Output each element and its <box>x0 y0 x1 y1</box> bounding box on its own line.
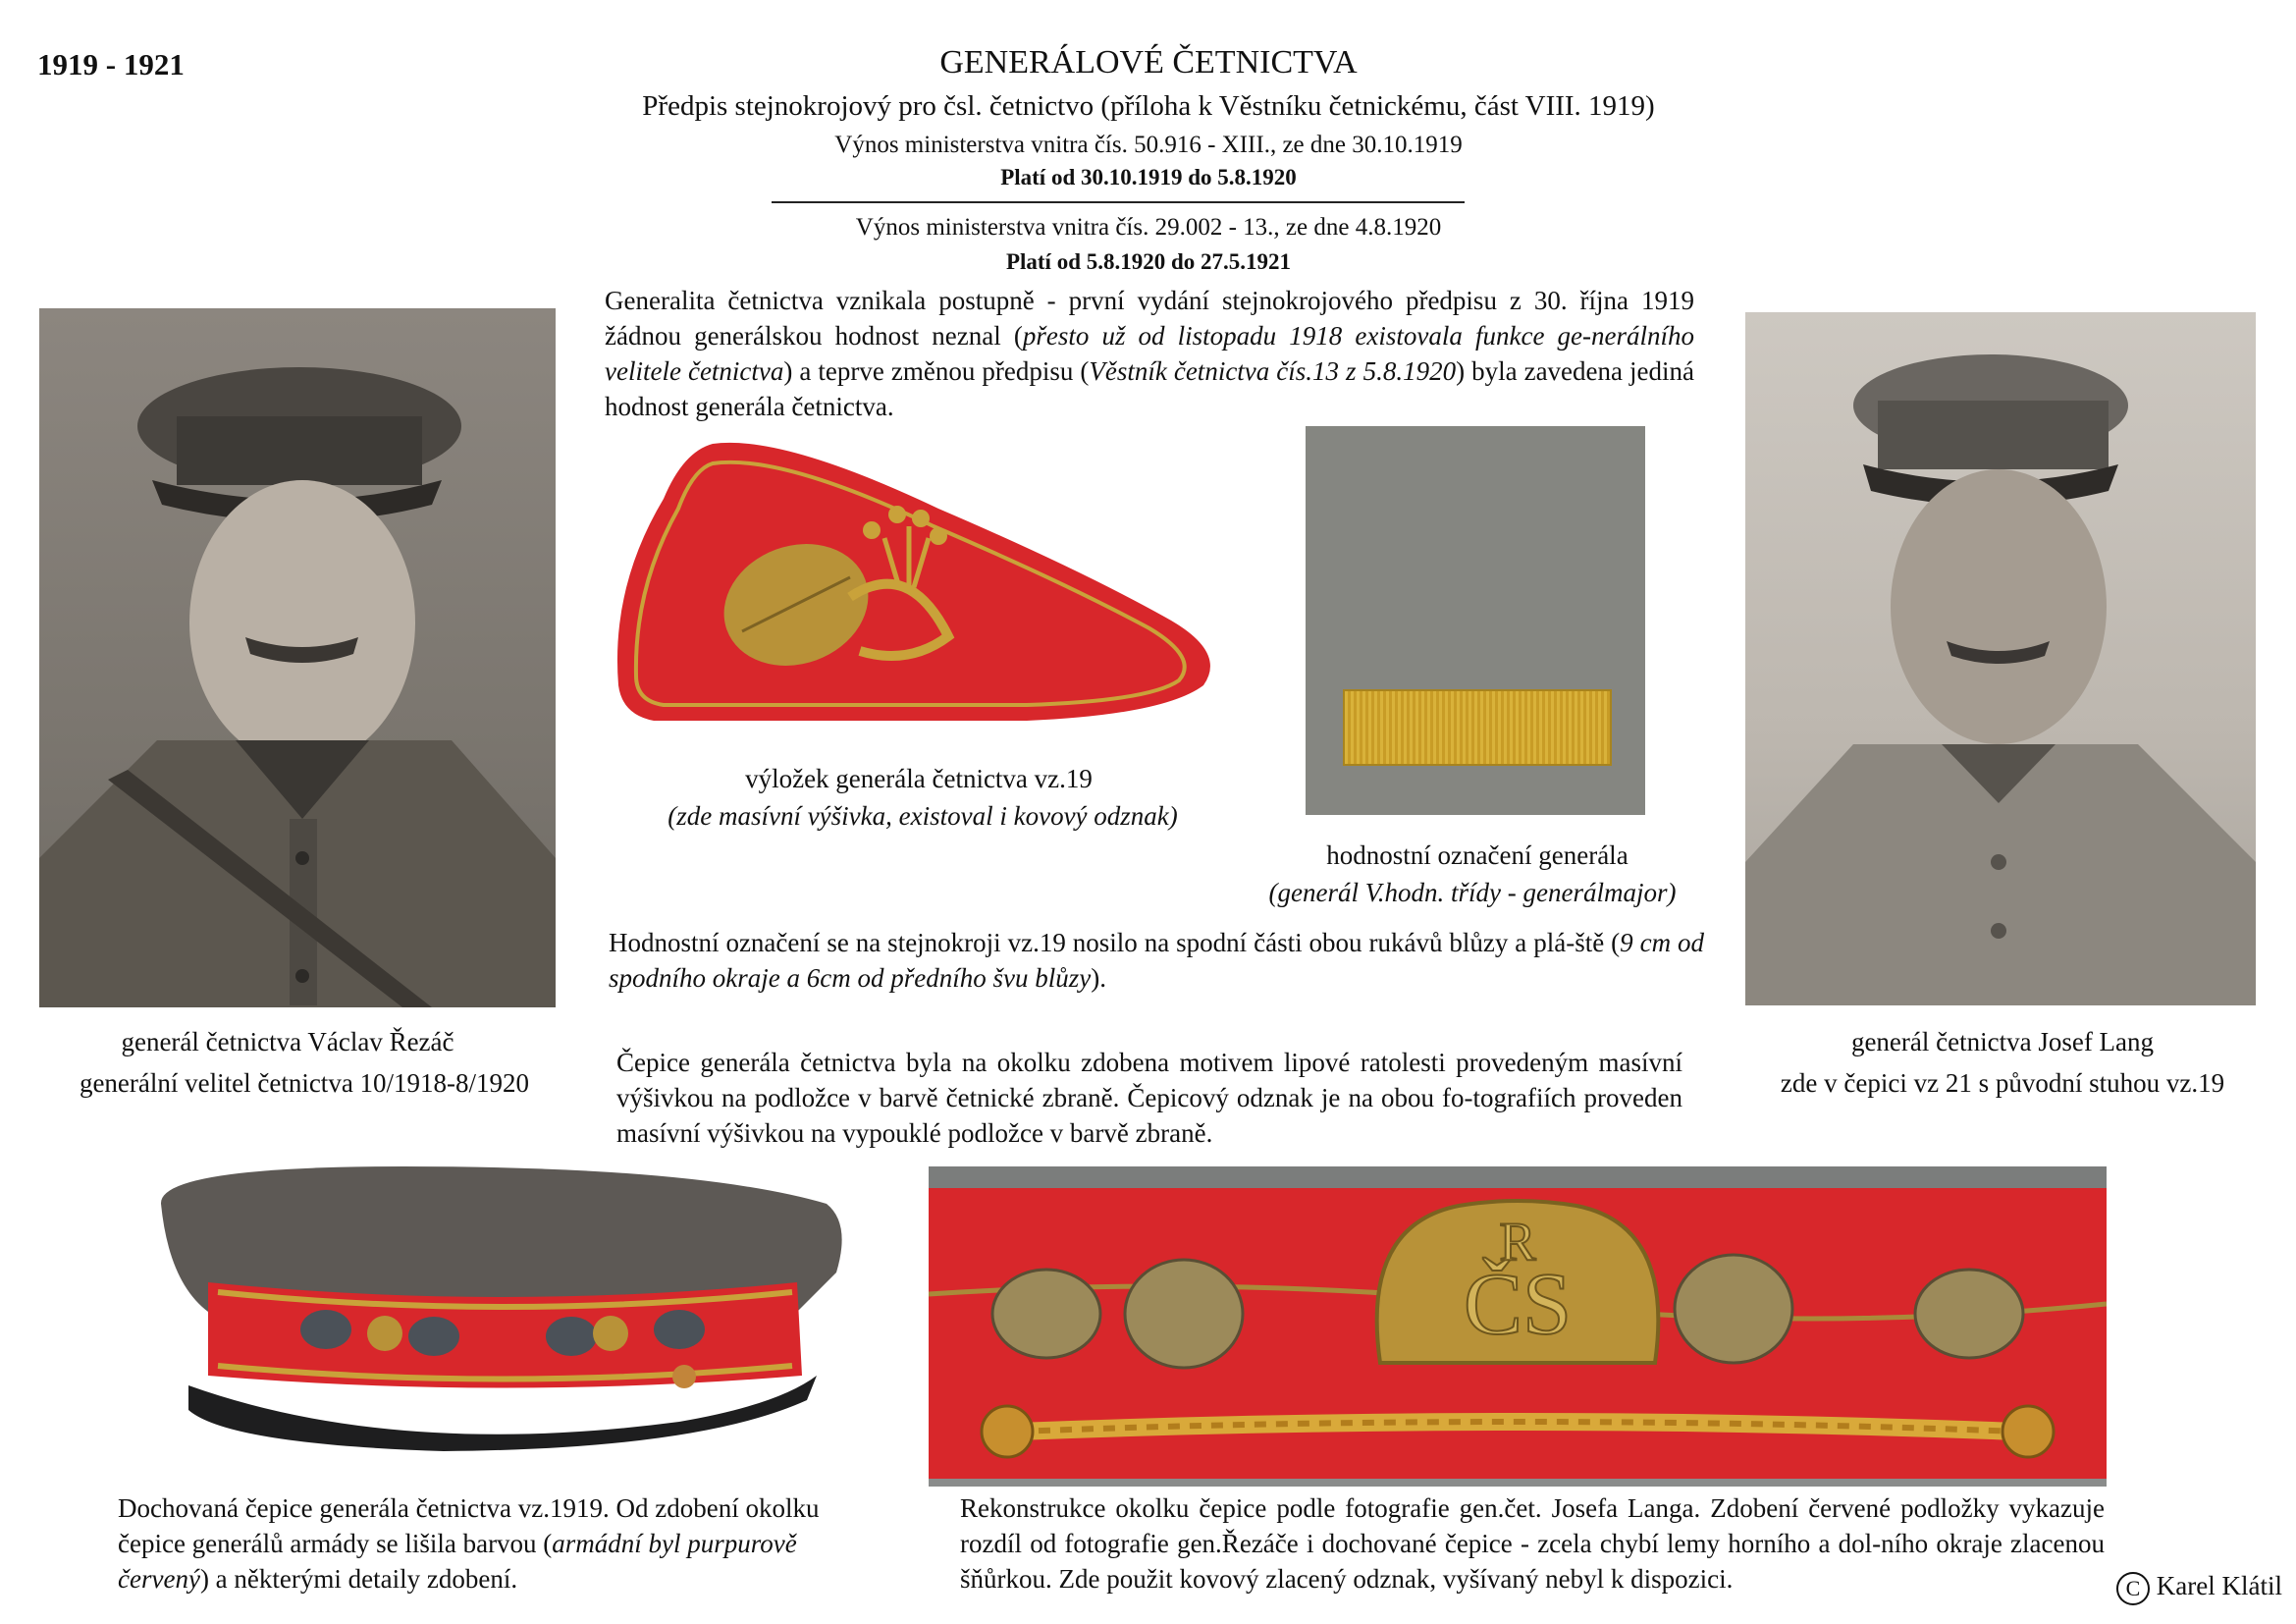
header-divider <box>772 201 1465 203</box>
band-caption: Rekonstrukce okolku čepice podle fotografie gen.čet. Josefa Langa. Zdobení červené podložky vykazuje rozdíl od fotografie gen.Řezáče i dochované čepice - zcela chybí lemy horního a dol-ního okraje zlacenou šňůrkou. Zde použit kovový zlacený odznak, vyšívaný nebyl k dispozici. <box>960 1493 2105 1594</box>
collar-patch-drawing <box>614 440 1223 723</box>
collar-caption-note: (zde masívní výšivka, existoval i kovový odznak) <box>667 801 1178 831</box>
rank-paragraph: Hodnostní označení se na stejnokroji vz.19 nosilo na spodní části obou rukávů blůzy a plá-ště (9 cm od spodního okraje a 6cm od předního švu blůzy). <box>609 928 1705 993</box>
cap-band-reconstruction <box>929 1166 2107 1487</box>
validity-2: Platí od 5.8.1920 do 27.5.1921 <box>1005 249 1292 274</box>
rank-insignia <box>1306 426 1645 815</box>
rank-stripe <box>1343 689 1612 766</box>
page-title: GENERÁLOVÉ ČETNICTVA <box>939 44 1358 81</box>
collar-patch <box>614 440 1223 723</box>
svg-text:R: R <box>1499 1212 1536 1272</box>
rank-caption: hodnostní označení generála <box>1326 840 1629 870</box>
decree-2: Výnos ministerstva vnitra čís. 29.002 - 13., ze dne 4.8.1920 <box>855 214 1442 241</box>
author-credit: C Karel Klátil <box>2116 1571 2282 1605</box>
intro-paragraph: Generalita četnictva vznikala postupně - první vydání stejnokrojového předpisu z 30. října 1919 žádnou generálskou hodnost neznal (přesto už od listopadu 1918 existovala funkce ge-nerálního velitele četnictva) a teprve změnou předpisu (Věstník četnictva čís.13 z 5.8.1920) byla zavedena jediná hodnost generála četnictva. <box>605 286 1695 421</box>
copyright-icon: C <box>2116 1572 2150 1605</box>
rezac-caption-name: generál četnictva Václav Řezáč <box>121 1027 454 1056</box>
page-subtitle: Předpis stejnokrojový pro čsl. četnictvo (příloha k Věstníku četnickému, část VIII. 1919) <box>642 90 1655 122</box>
years-label: 1919 - 1921 <box>37 47 185 81</box>
lang-caption-name: generál četnictva Josef Lang <box>1850 1027 2155 1056</box>
rank-caption-note: (generál V.hodn. třídy - generálmajor) <box>1268 878 1677 907</box>
lang-caption-note: zde v čepici vz 21 s původní stuhou vz.19 <box>1780 1068 2225 1098</box>
portrait-rezac <box>39 308 556 1007</box>
portrait-lang-drawing <box>1745 312 2256 1005</box>
cap-photo-caption: Dochovaná čepice generála četnictva vz.1919. Od zdobení okolku čepice generálů armády se lišila barvou (armádní byl purpurově červený) a některými detaily zdobení. <box>118 1493 820 1594</box>
portrait-lang <box>1745 312 2256 1005</box>
svg-text:ČS: ČS <box>1463 1256 1573 1353</box>
validity-1: Platí od 30.10.1919 do 5.8.1920 <box>1000 165 1297 189</box>
portrait-rezac-drawing <box>39 308 556 1007</box>
cap-band-drawing <box>929 1166 2107 1487</box>
cap-paragraph: Čepice generála četnictva byla na okolku zdobena motivem lipové ratolesti provedeným masívní výšivkou na podložce v barvě četnické zbraně. Čepicový odznak je na obou fo-tografiích proveden masívní výšivkou na vypouklé podložce v barvě zbraně. <box>616 1048 1682 1148</box>
surviving-cap-photo <box>149 1164 856 1455</box>
surviving-cap-drawing <box>149 1164 856 1455</box>
decree-1: Výnos ministerstva vnitra čís. 50.916 - XIII., ze dne 30.10.1919 <box>834 132 1463 158</box>
rezac-caption-role: generální velitel četnictva 10/1918-8/1920 <box>79 1068 530 1098</box>
collar-caption: výložek generála četnictva vz.19 <box>745 764 1093 793</box>
